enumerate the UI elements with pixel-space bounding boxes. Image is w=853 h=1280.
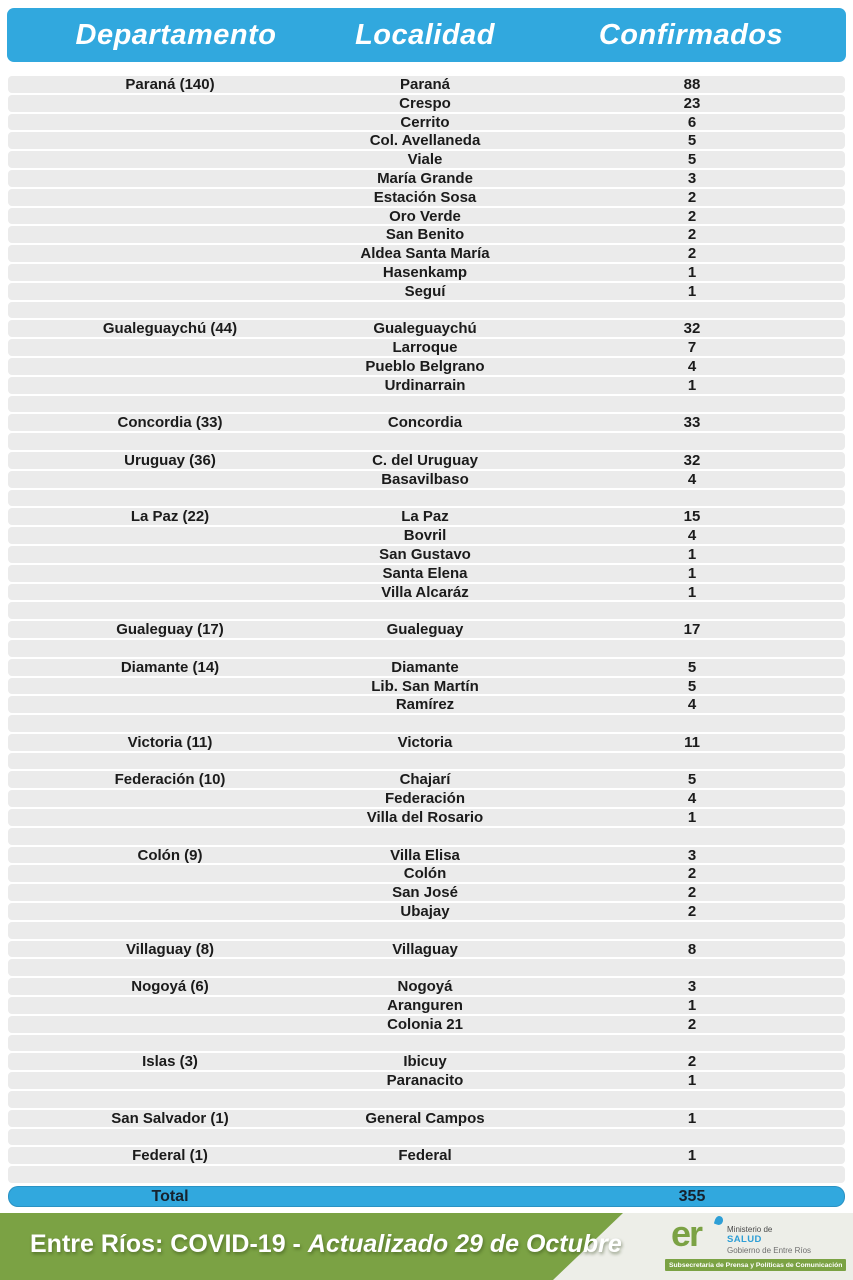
department-cell: Nogoyá (6) [131, 978, 209, 996]
confirmed-cell: 1 [687, 282, 697, 300]
confirmed-cell: 8 [687, 940, 697, 958]
confirmed-cell: 2 [687, 1015, 697, 1033]
confirmed-cell: 1 [687, 809, 697, 827]
locality-cell: Paranacito [386, 1072, 464, 1090]
table-row [8, 546, 845, 563]
table-row [8, 170, 845, 187]
confirmed-cell: 1 [687, 583, 697, 601]
confirmed-cell: 32 [683, 451, 701, 469]
confirmed-cell: 7 [687, 339, 697, 357]
confirmed-cell: 5 [687, 151, 697, 169]
department-cell: Gualeguaychú (44) [102, 320, 238, 338]
locality-cell: Hasenkamp [382, 263, 468, 281]
table-row [8, 226, 845, 243]
confirmed-cell: 15 [683, 508, 701, 526]
spacer-row [8, 396, 845, 413]
table-row [8, 189, 845, 206]
locality-cell: Aldea Santa María [360, 245, 490, 263]
table-row [8, 884, 845, 901]
department-cell: La Paz (22) [130, 508, 210, 526]
table-row [8, 377, 845, 394]
spacer-row [8, 1166, 845, 1183]
table-row [8, 584, 845, 601]
table-row [8, 771, 845, 788]
locality-cell: Santa Elena [382, 564, 468, 582]
confirmed-cell: 4 [687, 696, 697, 714]
footer-title-date: Actualizado 29 de Octubre [307, 1230, 622, 1258]
spacer-row [8, 640, 845, 657]
locality-cell: Bovril [403, 527, 447, 545]
confirmed-cell: 1 [687, 1109, 697, 1127]
department-cell: Victoria (11) [127, 733, 213, 751]
locality-cell: Ubajay [400, 903, 450, 921]
locality-cell: San José [392, 884, 458, 902]
confirmed-cell: 4 [687, 790, 697, 808]
column-header-localidad: Localidad [355, 18, 495, 51]
confirmed-cell: 1 [687, 997, 697, 1015]
spacer-row [8, 490, 845, 507]
table-row [8, 76, 845, 93]
table-row [8, 696, 845, 713]
confirmed-cell: 3 [687, 169, 697, 187]
ministry-line3: Gobierno de Entre Ríos [727, 1245, 812, 1255]
locality-cell: Basavilbaso [381, 470, 469, 488]
column-header-confirmados: Confirmados [598, 18, 784, 51]
table-row [8, 565, 845, 582]
total-row [8, 1186, 845, 1207]
confirmed-cell: 2 [687, 903, 697, 921]
locality-cell: Aranguren [387, 997, 463, 1015]
locality-cell: Chajarí [399, 771, 451, 789]
ministry-logo [663, 1213, 843, 1276]
table-row [8, 978, 845, 995]
table-row [8, 245, 845, 262]
table-row [8, 151, 845, 168]
locality-cell: Villa Elisa [390, 846, 460, 864]
footer-title-bold: Entre Ríos: COVID-19 - [30, 1230, 301, 1258]
confirmed-cell: 17 [683, 621, 701, 639]
subsecretaria-bar: Subsecretaría de Prensa y Políticas de Comunicación [665, 1259, 846, 1271]
spacer-row [8, 715, 845, 732]
table-row [8, 659, 845, 676]
table-row [8, 734, 845, 751]
spacer-row [8, 433, 845, 450]
locality-cell: Federal [398, 1147, 452, 1165]
department-cell: Colón (9) [137, 846, 203, 864]
locality-cell: Crespo [399, 94, 451, 112]
spacer-row [8, 602, 845, 619]
department-cell: Islas (3) [142, 1053, 198, 1071]
table-row [8, 114, 845, 131]
spacer-row [8, 1129, 845, 1146]
table-row [8, 847, 845, 864]
confirmed-cell: 6 [687, 113, 697, 131]
column-header-departamento: Departamento [75, 18, 277, 51]
department-cell: Uruguay (36) [124, 451, 216, 469]
department-cell: Federación (10) [114, 771, 226, 789]
total-label: Total [151, 1187, 189, 1205]
confirmed-cell: 2 [687, 245, 697, 263]
locality-cell: Federación [384, 790, 466, 808]
locality-cell: Colonia 21 [387, 1015, 463, 1033]
locality-cell: Villa del Rosario [366, 809, 484, 827]
confirmed-cell: 32 [683, 320, 701, 338]
department-cell: Federal (1) [132, 1147, 208, 1165]
department-cell: Villaguay (8) [125, 940, 215, 958]
table-header [7, 8, 846, 62]
confirmed-cell: 5 [687, 132, 697, 150]
confirmed-cell: 33 [683, 414, 701, 432]
spacer-row [8, 959, 845, 976]
locality-cell: Lib. San Martín [371, 677, 479, 695]
confirmed-cell: 1 [687, 263, 697, 281]
table-row [8, 809, 845, 826]
locality-cell: Concordia [387, 414, 463, 432]
locality-cell: San Gustavo [379, 545, 471, 563]
ministry-text [727, 1225, 811, 1255]
locality-cell: Oro Verde [389, 207, 461, 225]
confirmed-cell: 88 [683, 76, 701, 93]
locality-cell: Pueblo Belgrano [365, 357, 485, 375]
department-cell: San Salvador (1) [111, 1109, 229, 1127]
locality-cell: Col. Avellaneda [369, 132, 481, 150]
locality-cell: Ramírez [395, 696, 455, 714]
table-row [8, 264, 845, 281]
locality-cell: Villaguay [392, 940, 458, 958]
table-row [8, 414, 845, 431]
locality-cell: Victoria [397, 733, 453, 751]
locality-cell: Seguí [404, 282, 446, 300]
locality-cell: San Benito [385, 226, 465, 244]
confirmed-cell: 2 [687, 1053, 697, 1071]
table-row [8, 508, 845, 525]
table-row [8, 941, 845, 958]
confirmed-cell: 5 [687, 658, 697, 676]
confirmed-cell: 4 [687, 527, 697, 545]
confirmed-cell: 4 [687, 357, 697, 375]
spacer-row [8, 1035, 845, 1052]
confirmed-cell: 11 [684, 733, 700, 751]
table-row [8, 320, 845, 337]
confirmed-cell: 5 [687, 771, 697, 789]
locality-cell: General Campos [365, 1109, 485, 1127]
department-cell: Concordia (33) [117, 414, 223, 432]
confirmed-cell: 2 [687, 865, 697, 883]
locality-cell: Nogoyá [397, 978, 453, 996]
locality-cell: Ibicuy [403, 1053, 447, 1071]
locality-cell: Gualeguay [386, 621, 464, 639]
department-cell: Gualeguay (17) [116, 621, 224, 639]
spacer-row [8, 302, 845, 319]
confirmed-cell: 2 [687, 207, 697, 225]
table-row [8, 790, 845, 807]
locality-cell: Villa Alcaráz [381, 583, 469, 601]
confirmed-cell: 1 [687, 1072, 697, 1090]
table-row [8, 1016, 845, 1033]
confirmed-cell: 1 [687, 564, 697, 582]
table-row [8, 471, 845, 488]
total-value: 355 [678, 1187, 706, 1205]
table-row [8, 339, 845, 356]
table-row [8, 997, 845, 1014]
table-row [8, 1072, 845, 1089]
department-cell: Paraná (140) [125, 76, 215, 93]
table-row [8, 132, 845, 149]
spacer-row [8, 1091, 845, 1108]
table-row [8, 621, 845, 638]
er-monogram-icon: er [671, 1213, 702, 1254]
table-row [8, 678, 845, 695]
ministry-line2: SALUD [727, 1234, 762, 1246]
locality-cell: Gualeguaychú [373, 320, 477, 338]
confirmed-cell: 2 [687, 884, 697, 902]
department-cell: Diamante (14) [120, 658, 220, 676]
locality-cell: Larroque [392, 339, 458, 357]
confirmed-cell: 1 [687, 376, 697, 394]
table-row [8, 358, 845, 375]
table-row [8, 208, 845, 225]
table-row [8, 1147, 845, 1164]
spacer-row [8, 828, 845, 845]
table-row [8, 283, 845, 300]
confirmed-cell: 5 [687, 677, 697, 695]
locality-cell: Urdinarrain [384, 376, 466, 394]
confirmed-cell: 1 [687, 1147, 697, 1165]
confirmed-cell: 23 [683, 94, 701, 112]
confirmed-cell: 3 [687, 846, 697, 864]
table-row [8, 865, 845, 882]
locality-cell: María Grande [377, 169, 473, 187]
locality-cell: Colón [403, 865, 447, 883]
locality-cell: Paraná [399, 76, 451, 93]
locality-cell: Cerrito [400, 113, 450, 131]
footer-title [30, 1230, 622, 1259]
confirmed-cell: 1 [687, 545, 697, 563]
spacer-row [8, 922, 845, 939]
confirmed-cell: 2 [687, 188, 697, 206]
table-row [8, 452, 845, 469]
locality-cell: Viale [407, 151, 443, 169]
confirmed-cell: 4 [687, 470, 697, 488]
confirmed-cell: 3 [687, 978, 697, 996]
table-body [8, 76, 845, 1185]
locality-cell: Diamante [391, 658, 459, 676]
confirmed-cell: 2 [687, 226, 697, 244]
table-row [8, 95, 845, 112]
ministry-line1: Ministerio de [727, 1225, 773, 1234]
locality-cell: C. del Uruguay [372, 451, 478, 469]
table-row [8, 527, 845, 544]
locality-cell: Estación Sosa [373, 188, 477, 206]
table-row [8, 1053, 845, 1070]
locality-cell: La Paz [401, 508, 449, 526]
spacer-row [8, 753, 845, 770]
table-row [8, 903, 845, 920]
er-accent-icon [714, 1215, 724, 1226]
table-row [8, 1110, 845, 1127]
